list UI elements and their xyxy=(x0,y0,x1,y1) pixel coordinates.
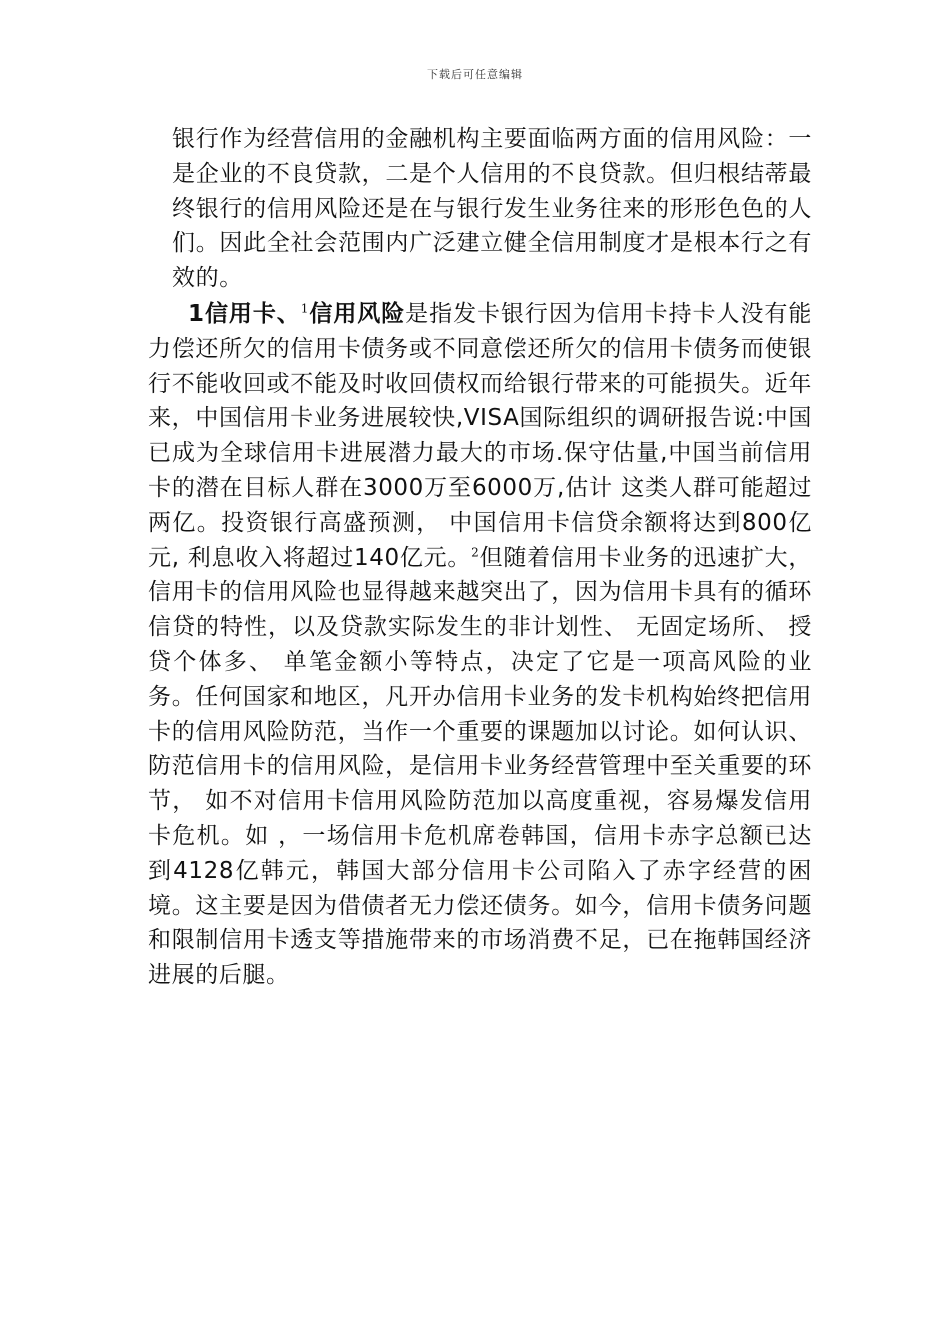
footnote-marker-2[interactable]: 2 xyxy=(471,544,480,559)
page-header: 下载后可任意编辑 xyxy=(427,68,523,81)
paragraph-text-part-2: 但随着信用卡业务的迅速扩大，信用卡的信用风险也显得越来越突出了，因为信用卡具有的循环信贷的特性，以及贷款实际发生的非计划性、 无固定场所、 授贷个体多、 单笔金额小等特点，决定了它是一项高风险的业务。任何国家和地区，凡开办信用卡业务的发卡机构始终把信用卡的信用风险防范，当作一个重要的课题加以讨论。如何认识、 防范信用卡的信用风险，是信用卡业务经营管理中至关重要的环节， 如不对信用卡信用风险防范加以高度重视，容易爆发信用卡危机。如 ，一场信用卡危机席卷韩国，信用卡赤字总额已达到4128亿韩元，韩国大部分信用卡公司陷入了赤字经营的困境。这主要是因为借债者无力偿还债务。如今，信用卡债务问题和限制信用卡透支等措施带来的市场消费不足，已在拖韩国经济进展的后腿。 xyxy=(148,544,812,989)
paragraph-intro: 银行作为经营信用的金融机构主要面临两方面的信用风险：一是企业的不良贷款，二是个人信用的不良贷款。但归根结蒂最终银行的信用风险还是在与银行发生业务往来的形形色色的人们。因此全社会范围内广泛建立健全信用制度才是根本行之有效的。 xyxy=(172,126,812,292)
paragraph-credit-card-risk xyxy=(148,297,812,993)
section-heading: 1信用卡、 xyxy=(188,301,301,327)
footnote-marker-1[interactable]: 1 xyxy=(300,301,310,316)
term-credit-risk: 信用风险 xyxy=(309,301,406,327)
paragraph-text-part-1: 是指发卡银行因为信用卡持卡人没有能力偿还所欠的信用卡债务或不同意偿还所欠的信用卡债务而使银行不能收回或不能及时收回债权而给银行带来的可能损失。近年来，中国信用卡业务进展较快,VISA国际组织的调研报告说:中国已成为全球信用卡进展潜力最大的市场.保守估量,中国当前信用卡的潜在目标人群在3000万至6000万,估计 这类人群可能超过两亿。投资银行高盛预测， 中国信用卡信贷余额将达到800亿元, 利息收入将超过140亿元。 xyxy=(148,301,812,571)
